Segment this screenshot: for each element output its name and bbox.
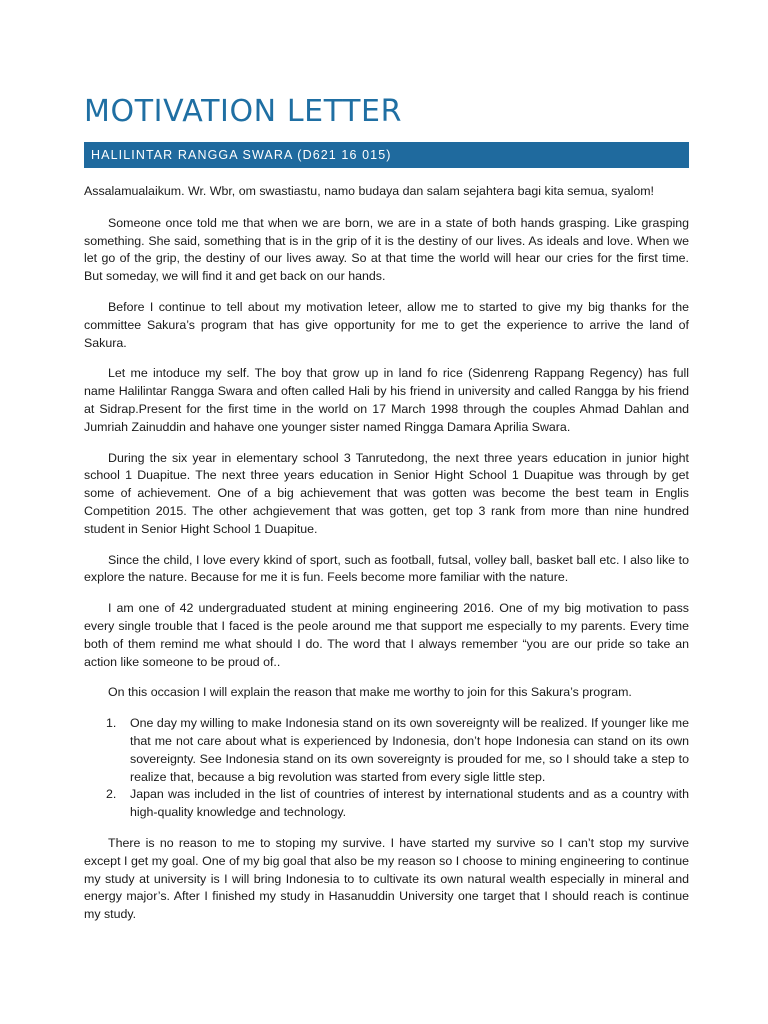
list-item-number: 1. xyxy=(106,716,117,731)
paragraph-occasion: On this occasion I will explain the reason that make me worthy to join for this Sakura’s program. xyxy=(108,685,632,700)
paragraph-hobbies: Since the child, I love every kkind of sport, such as football, futsal, volley ball, basket ball etc. I also like to explore the nature. Because for me it is fun. Feels become more familiar with the nature. xyxy=(84,552,689,585)
list-item-text: One day my willing to make Indonesia stand on its own sovereignty will be realized. If younger like me that me not care about what is experienced by Indonesia, don’t hope Indonesia can stand on its own sovereignty. See Indonesia stand on its own sovereignty is prouded for me, so I should take a step to realize that, because a big revolution was started from every sigle little step. xyxy=(130,716,689,784)
list-item-number: 2. xyxy=(106,787,117,802)
paragraph-closing: There is no reason to me to stoping my survive. I have started my survive so I can’t stop my survive except I get my goal. One of my big goal that also be my reason so I choose to mining engineering to continue my study at university is I will bring Indonesia to to cultivate its own natural wealth especially in mineral and energy major’s. After I finished my study in Hasanuddin University one target that I should reach is continue my study. xyxy=(84,835,689,922)
paragraph-motivation: I am one of 42 undergraduated student at mining engineering 2016. One of my big motivation to pass every single trouble that I faced is the peole around me that support me especially to my parents. Every time both of them remind me what should I do. The word that I always remember “you are our pride so take an action like someone to be proud of.. xyxy=(84,601,689,669)
list-item-text: Japan was included in the list of countries of interest by international students and as a country with high-quality knowledge and technology. xyxy=(130,787,689,820)
paragraph-education: During the six year in elementary school 3 Tanrutedong, the next three years education in junior hight school 1 Duapitue. The next three years education in Senior Hight School 1 Duapitue was through by get some of achievement. One of a big achievement that was gotten was become the best team in Englis Competition 2015. The other achgievement that was gotten, get top 3 rank from more than nine hundred student in Senior Hight School 1 Duapitue. xyxy=(84,450,689,536)
list-item xyxy=(84,786,689,822)
author-name-bar: HALILINTAR RANGGA SWARA (D621 16 015) xyxy=(84,142,689,168)
letter-body xyxy=(84,183,689,924)
list-item xyxy=(84,715,689,786)
page-title: MOTIVATION LETTER xyxy=(84,94,403,129)
paragraph-introduction: Let me intoduce my self. The boy that grow up in land fo rice (Sidenreng Rappang Regency) has full name Halilintar Rangga Swara and often called Hali by his friend in university and called Rangga by his friend at Sidrap.Present for the first time in the world on 17 March 1998 through the couples Ahmad Dahlan and Jumriah Zainuddin and hahave one younger sister named Ringga Damara Aprilia Swara. xyxy=(84,366,689,434)
paragraph-thanks: Before I continue to tell about my motivation leteer, allow me to started to give my big thanks for the committee Sakura’s program that has give opportunity for me to get the experience to arrive the land of Sakura. xyxy=(84,299,689,350)
paragraph-birth: Someone once told me that when we are born, we are in a state of both hands grasping. Like grasping something. She said, something that is in the grip of it is the destiny of our lives. As ideals and love. When we let go of the grip, the destiny of our lives away. So at that time the world will hear our cries for the first time. But someday, we will find it and get back on our hands. xyxy=(84,215,689,284)
reasons-list xyxy=(84,715,689,822)
greeting-paragraph: Assalamualaikum. Wr. Wbr, om swastiastu, namo budaya dan salam sejahtera bagi kita semua, syalom! xyxy=(84,184,654,198)
